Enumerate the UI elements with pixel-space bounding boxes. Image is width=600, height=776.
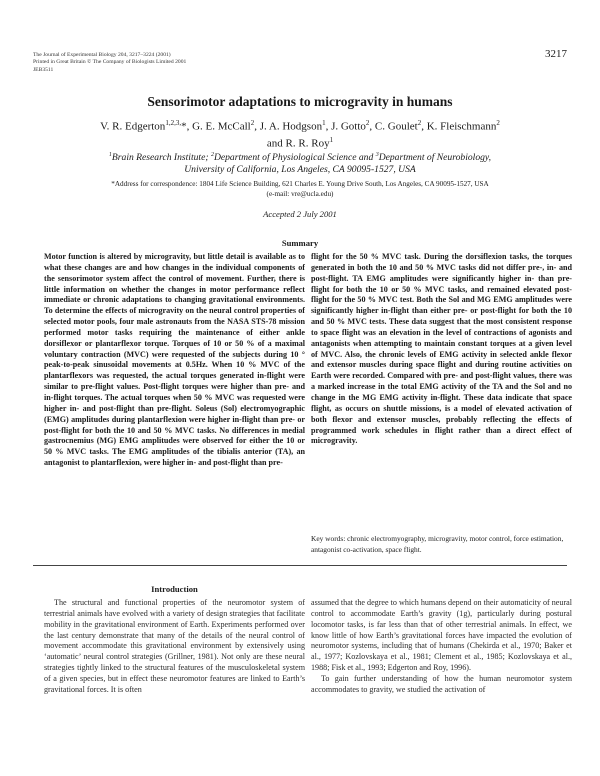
introduction-text-right [311, 598, 572, 696]
introduction-text-left: The structural and functional properties of the neuromotor system of terrestrial animals have evolved with a variety of design strategies that facilitate mobility in the gravitational environment of Earth. Experiments performed over the last century demonstrate that many of the details of the neural control of movement accommodate this gravitational environment by extensively using ‘automatic’ neural control strategies (Grillner, 1981). Not only are these neural strategies tightly linked to the structural features of the musculoskeletal system of a given species, but in effect these neuromotor features are linked to Earth’s gravitational forces. It is often [44, 598, 305, 694]
author-name: G. E. McCall [192, 120, 251, 133]
author-affiliation-marker: 1 [329, 136, 334, 145]
section-divider [33, 565, 567, 566]
author-name: V. R. Edgerton [100, 120, 166, 133]
author-affiliation-marker: 1,2,3, [165, 119, 182, 127]
author-name: K. Fleischmann [426, 120, 497, 133]
accepted-date: Accepted 2 July 2001 [263, 209, 337, 219]
journal-citation: The Journal of Experimental Biology 204, 3217–3224 (2001) [33, 52, 171, 58]
author-name: J. Gotto [331, 120, 366, 133]
affiliation-text: Department of Physiological Science and [213, 152, 376, 164]
affiliation-text: Department of Neurobiology, [378, 152, 492, 164]
journal-info [33, 52, 186, 74]
page-number: 3217 [545, 48, 567, 60]
author-name: and R. R. Roy [266, 137, 330, 150]
paper-title: Sensorimotor adaptations to microgravity in humans [147, 94, 453, 109]
journal-copyright: Printed in Great Britain © The Company of Biologists Limited 2001 [33, 59, 187, 66]
affiliation-number: 3 [375, 152, 379, 158]
affiliation-text: Brain Research Institute; [111, 152, 211, 164]
author-separator: , [369, 120, 375, 133]
correspondence-address [30, 180, 570, 199]
author-separator: , [421, 120, 427, 133]
author-list [40, 117, 560, 151]
author-separator: , [325, 120, 332, 133]
address-line: *Address for correspondence: 1804 Life Science Building, 621 Charles E. Young Drive South, Los Angeles, CA 90095-1527, USA [111, 180, 489, 188]
author-affiliation-marker: 2 [417, 119, 422, 127]
author-separator: *, [181, 120, 193, 133]
introduction-paragraph: To gain further understanding of how the human neuromotor system accommodates to gravity, we studied the activation of [311, 673, 572, 694]
author-affiliation-marker: 2 [365, 119, 370, 127]
affiliations [40, 150, 560, 175]
summary-text-left: Motor function is altered by microgravity, but little detail is available as to what these changes are and how changes in the individual components of the sensorimotor system affect the control of movement. Further, there is little information on whether the changes in motor performance reflect immediate or chronic adaptations to changing gravitational environments. To determine the effects of microgravity on the neural control properties of selected motor pools, four male astronauts from the NASA STS-78 mission performed motor tasks requiring the maintenance of either ankle dorsiflexor or plantarflexor torque. Torques of 10 or 50 % of a maximal voluntary contraction (MVC) were requested of the subjects during 10 ° peak-to-peak sinusoidal movements at 0.5Hz. When 10 % MVC of the plantarflexors was requested, the actual torques generated in-flight were similar to pre-flight values. Post-flight torques were higher than pre- and in-flight torques. The actual torques when 50 % MVC was requested were higher in- and post-flight than pre-flight. Soleus (Sol) electromyographic (EMG) amplitudes during plantarflexion were higher in-flight than pre- or post-flight for both the 10 and 50 % MVC tasks. No differences in medial gastrocnemius (MG) EMG amplitudes were observed for either the 10 or 50 % MVC tasks. The EMG amplitudes of the tibialis anterior (TA), an antagonist to plantarflexion, were higher in- and post-flight than pre- [44, 252, 305, 468]
author-affiliation-marker: 2 [496, 119, 500, 127]
affiliation-location: University of California, Los Angeles, CA 90095-1527, USA [184, 163, 416, 175]
author-separator: , [254, 120, 260, 133]
journal-article-id: JEB3511 [33, 66, 54, 73]
affiliation-number: 2 [210, 152, 214, 158]
author-affiliation-marker: 2 [250, 119, 255, 127]
affiliation-number: 1 [108, 152, 112, 158]
introduction-heading: Introduction [151, 584, 198, 594]
summary-text-right: flight for the 50 % MVC task. During the dorsiflexion tasks, the torques generated in both the 10 and 50 % MVC tasks did not differ pre-, in- and post-flight. TA EMG amplitudes were significantly higher in- than pre-flight for both the 10 or 50 % MVC tasks, and remained elevated post-flight for the 50 % MVC test. Both the Sol and MG EMG amplitudes were significantly higher in-flight than either pre- or post-flight for both the 10 and 50 % MVC tests. These data suggest that the most consistent response to space flight was an elevation in the level of contractions of agonists and antagonists when attempting to maintain constant torques at a given level of MVC. Also, the chronic levels of EMG activity in selected ankle flexor and extensor muscles during space flight and during routine activities on Earth were recorded. Compared with pre- and post-flight values, there was a marked increase in the total EMG activity of the TA and the Sol and no change in the MG EMG activity in-flight. These data indicate that space flight, as occurs on shuttle missions, is a model of elevated activation of both flexor and extensor muscles, probably reflecting the effects of programmed work schedules in flight rather than a direct effect of microgravity. [311, 252, 572, 446]
keywords: Key words: chronic electromyography, microgravity, motor control, force estimation, antagonist co-activation, space flight. [311, 534, 564, 554]
summary-heading: Summary [281, 238, 319, 248]
author-name: C. Goulet [374, 120, 418, 133]
author-affiliation-marker: 1 [322, 119, 326, 127]
contact-email: (e-mail: vre@ucla.edu) [266, 189, 334, 198]
author-name: J. A. Hodgson [259, 120, 323, 133]
introduction-paragraph: assumed that the degree to which humans depend on their automaticity of neural control to accommodate Earth’s gravity (1g), particularly during postural locomotor tasks, is far less than that of other terrestrial animals. In effect, we know little of how Earth’s gravitational forces have impacted the evolution of neuromotor systems, including that of humans (Chekirda et al., 1970; Baker et al., 1977; Kozlovskaya et al., 1981; Clement et al., 1985; Kozlovskaya et al., 1988; Fisk et al., 1993; Edgerton and Roy, 1996). [311, 598, 572, 673]
